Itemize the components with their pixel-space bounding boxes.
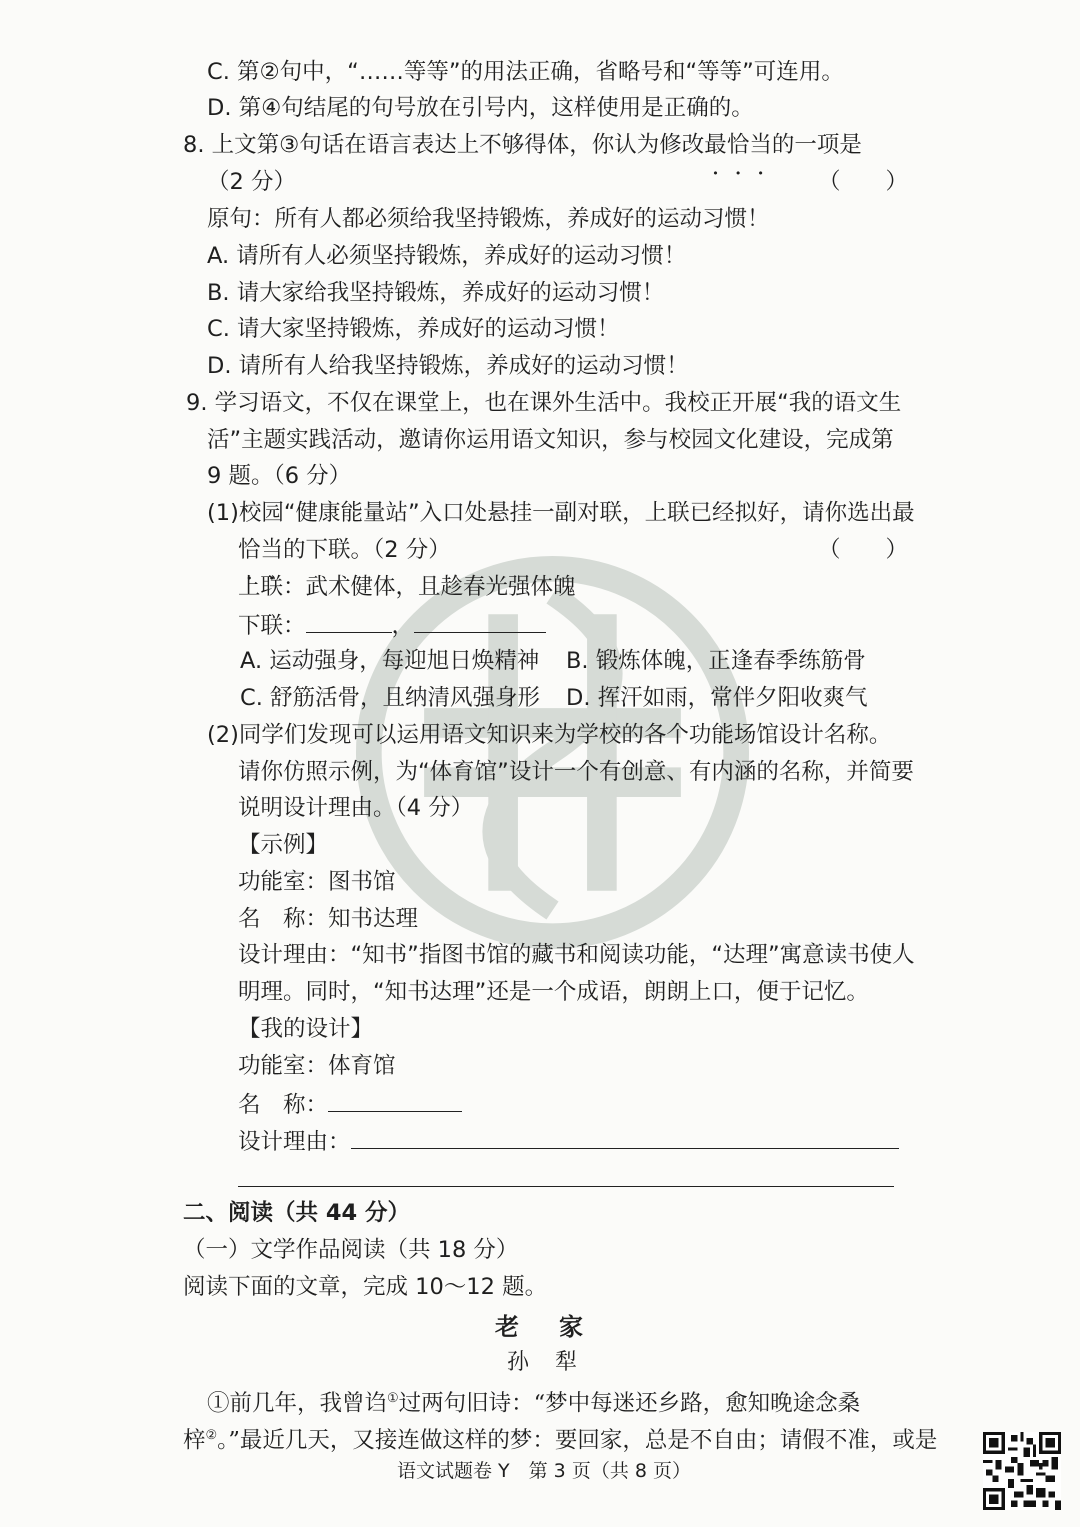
q9-1-lower-couplet: [238, 608, 546, 642]
my-design-heading: 【我的设计】: [238, 1016, 374, 1042]
example-room: 功能室：图书馆: [238, 869, 396, 895]
reason-answer-blank[interactable]: [351, 1124, 899, 1149]
footnote-marker: ②: [205, 1428, 218, 1443]
lower-couplet-label: 下联：: [238, 613, 306, 639]
emphasis-char: 恰: [726, 132, 750, 158]
q8-answer-paren: （ ）: [818, 169, 909, 195]
subsection-heading: （一）文学作品阅读（共 18 分）: [183, 1237, 519, 1263]
q8-score: （2 分）: [207, 169, 296, 195]
q9-1-stem: (1)校园“健康能量站”入口处悬挂一副对联，上联已经拟好，请你选出最: [207, 500, 915, 526]
my-design-room: 功能室：体育馆: [238, 1053, 396, 1079]
q7-option-c: C. 第②句中，“……等等”的用法正确，省略号和“等等”可连用。: [207, 59, 844, 85]
lower-couplet-sep: ，: [391, 613, 415, 639]
q8-option-b: B. 请大家给我坚持锻炼，养成好的运动习惯！: [207, 280, 665, 306]
q9-stem-line3: 9 题。（6 分）: [207, 463, 352, 489]
my-design-reason: [238, 1124, 899, 1158]
emphasis-char: 恰: [238, 537, 261, 563]
q8-option-a: A. 请所有人必须坚持锻炼，养成好的运动习惯！: [207, 243, 687, 269]
article-paragraph-line1: [207, 1383, 860, 1420]
q9-stem-line2: 活”主题实践活动，邀请你运用语文知识，参与校园文化建设，完成第: [207, 427, 894, 453]
example-name: 名 称：知书达理: [238, 906, 419, 932]
q9-2-stem-line3: 说明设计理由。（4 分）: [238, 795, 474, 821]
example-reason-line2: 明理。同时，“知书达理”还是一个成语，朗朗上口，便于记忆。: [238, 979, 869, 1005]
q8-original-sentence: 原句：所有人都必须给我坚持锻炼，养成好的运动习惯！: [207, 206, 770, 232]
q9-1-option-a: A. 运动强身，每迎旭日焕精神: [240, 648, 540, 674]
article-title: 老家: [495, 1312, 623, 1341]
q9-1-stem-text: 的下联。（2 分）: [283, 537, 451, 563]
q7-option-d: D. 第④句结尾的句号放在引号内，这样使用是正确的。: [207, 95, 754, 121]
q8-stem: [183, 129, 862, 161]
para-text: 梓: [183, 1427, 206, 1454]
article-paragraph-line2: [183, 1420, 937, 1457]
example-heading: 【示例】: [238, 832, 329, 858]
q9-1-option-b: B. 锻炼体魄，正逢春季练筋骨: [566, 648, 866, 674]
section-2-heading: 二、阅读（共 44 分）: [183, 1200, 410, 1226]
reading-instruction: 阅读下面的文章，完成 10～12 题。: [183, 1274, 548, 1300]
q8-stem-text: 8. 上文第③句话在语言表达上不够得体，你认为修改: [183, 132, 705, 158]
q9-stem-line1: 9. 学习语文，不仅在课堂上，也在课外生活中。我校正开展“我的语文生: [186, 390, 902, 416]
q9-2-stem: (2)同学们发现可以运用语文知识来为学校的各个功能场馆设计名称。: [207, 722, 892, 748]
page-footer: 语文试题卷 Y 第 3 页（共 8 页）: [397, 1460, 691, 1482]
q9-2-stem-line2: 请你仿照示例，为“体育馆”设计一个有创意、有内涵的名称，并简要: [238, 759, 914, 785]
q8-option-d: D. 请所有人给我坚持锻炼，养成好的运动习惯！: [207, 353, 689, 379]
my-design-name-label: 名 称：: [238, 1092, 329, 1118]
my-design-reason-label: 设计理由：: [238, 1129, 351, 1155]
q8-option-c: C. 请大家坚持锻炼，养成好的运动习惯！: [207, 316, 620, 342]
name-answer-blank[interactable]: [328, 1087, 462, 1112]
q9-1-option-d: D. 挥汗如雨，常伴夕阳收爽气: [566, 685, 868, 711]
para-text: 过两句旧诗：“梦中每迷还乡路，愈知晚途念桑: [398, 1390, 861, 1417]
q9-1-option-c: C. 舒筋活骨，且纳清风强身形: [240, 685, 541, 711]
emphasis-char: 当: [749, 132, 772, 158]
reason-answer-line[interactable]: [238, 1186, 894, 1187]
my-design-name: [238, 1087, 462, 1121]
q8-stem-text: 的一项是: [771, 132, 862, 158]
q9-1-stem-line2: [238, 534, 451, 566]
emphasis-char: 当: [260, 537, 284, 563]
qr-code-icon: [983, 1432, 1061, 1510]
q9-1-upper-couplet: 上联：武术健体，且趁春光强体魄: [238, 574, 576, 600]
answer-blank[interactable]: [306, 608, 392, 633]
para-text: ①前几年，我曾诌: [207, 1390, 388, 1417]
answer-blank[interactable]: [414, 608, 546, 633]
article-author: 孙犁: [507, 1350, 604, 1375]
example-reason-line1: 设计理由：“知书”指图书馆的藏书和阅读功能，“达理”寓意读书使人: [238, 942, 915, 968]
emphasis-char: 最: [704, 132, 727, 158]
footnote-marker: ①: [387, 1391, 399, 1406]
q9-1-answer-paren: （ ）: [818, 537, 909, 563]
para-text: 。”最近几天，又接连做这样的梦：要回家，总是不自由；请假不准，或是: [217, 1427, 938, 1454]
